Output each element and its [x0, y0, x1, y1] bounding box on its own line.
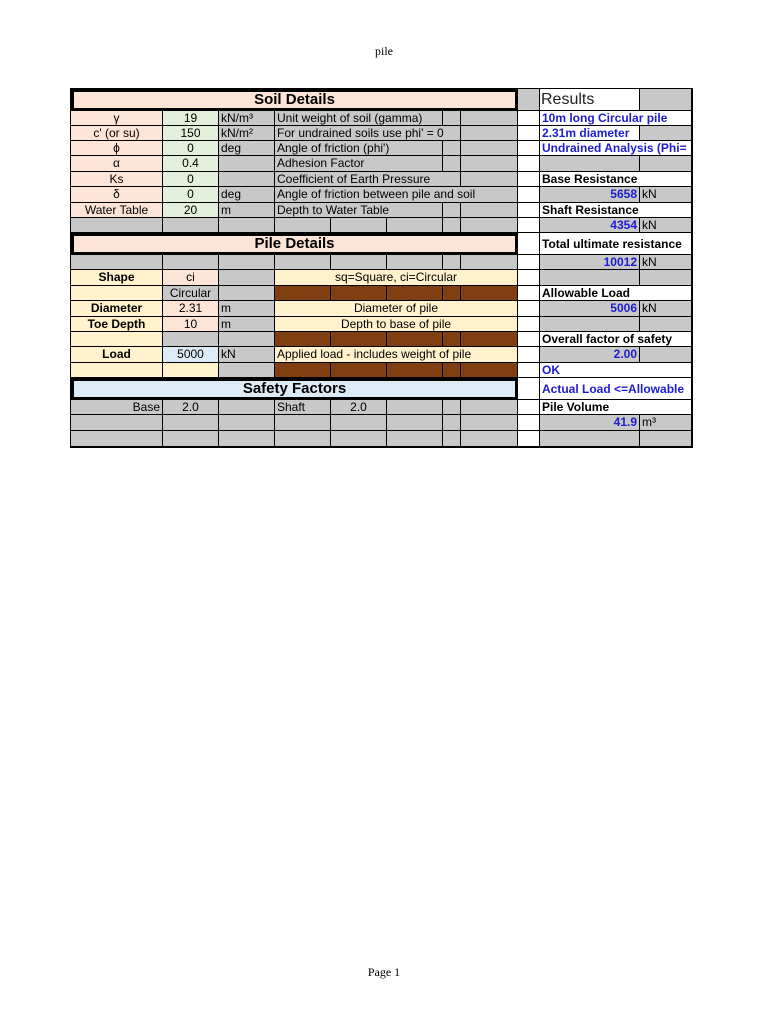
soil-value-water-table[interactable]: 20 [163, 203, 219, 218]
cell[interactable] [163, 431, 219, 447]
cell[interactable] [518, 111, 540, 126]
cell[interactable] [331, 332, 387, 347]
soil-value-cohesion[interactable]: 150 [163, 126, 219, 141]
diameter-note[interactable]: Diameter of pile [275, 301, 518, 317]
status-ok[interactable]: OK [540, 363, 692, 378]
soil-desc-ks[interactable]: Coefficient of Earth Pressure [275, 172, 461, 187]
pile-volume-value[interactable]: 41.9 [540, 415, 640, 431]
cell[interactable] [518, 89, 540, 111]
allowable-load-label[interactable]: Allowable Load [540, 286, 692, 301]
cell[interactable] [461, 431, 518, 447]
base-resistance-label[interactable]: Base Resistance [540, 172, 692, 187]
cell[interactable] [461, 415, 518, 431]
cell[interactable] [518, 431, 540, 447]
cell[interactable] [275, 218, 331, 233]
soil-symbol-alpha[interactable]: α [71, 156, 163, 172]
cell[interactable] [219, 415, 275, 431]
cell[interactable] [331, 363, 387, 378]
load-unit[interactable]: kN [219, 347, 275, 363]
cell[interactable] [163, 332, 219, 347]
factor-of-safety-value[interactable]: 2.00 [540, 347, 640, 363]
cell[interactable] [443, 363, 461, 378]
cell[interactable] [443, 286, 461, 301]
cell[interactable] [275, 431, 331, 447]
soil-unit-water-table[interactable]: m [219, 203, 275, 218]
cell[interactable] [461, 286, 518, 301]
cell[interactable] [518, 187, 540, 203]
soil-unit-gamma[interactable]: kN/m³ [219, 111, 275, 126]
cell[interactable] [163, 255, 219, 270]
total-resistance-label[interactable]: Total ultimate resistance [540, 233, 692, 255]
cell[interactable] [387, 400, 443, 415]
load-note[interactable]: Applied load - includes weight of pile [275, 347, 518, 363]
cell[interactable] [518, 332, 540, 347]
cell[interactable] [518, 415, 540, 431]
cell[interactable] [518, 363, 540, 378]
cell[interactable] [71, 218, 163, 233]
toe-depth-note[interactable]: Depth to base of pile [275, 317, 518, 332]
cell[interactable] [640, 317, 692, 332]
cell[interactable] [518, 218, 540, 233]
cell[interactable] [443, 111, 461, 126]
diameter-label[interactable]: Diameter [71, 301, 163, 317]
total-resistance-unit[interactable]: kN [640, 255, 692, 270]
page-title: pile [375, 44, 393, 58]
cell[interactable] [331, 431, 387, 447]
cell[interactable] [219, 431, 275, 447]
cell[interactable] [71, 286, 163, 301]
cell[interactable] [461, 111, 518, 126]
cell[interactable] [219, 332, 275, 347]
cell[interactable] [518, 233, 540, 255]
cell[interactable] [331, 415, 387, 431]
soil-value-ks[interactable]: 0 [163, 172, 219, 187]
cell[interactable] [640, 431, 692, 447]
cell[interactable] [443, 141, 461, 156]
soil-desc-alpha[interactable]: Adhesion Factor [275, 156, 443, 172]
soil-value-phi[interactable]: 0 [163, 141, 219, 156]
soil-unit-phi[interactable]: deg [219, 141, 275, 156]
cell[interactable] [331, 218, 387, 233]
soil-symbol-ks[interactable]: Ks [71, 172, 163, 187]
diameter-unit[interactable]: m [219, 301, 275, 317]
cell[interactable] [640, 89, 692, 111]
soil-desc-gamma[interactable]: Unit weight of soil (gamma) [275, 111, 443, 126]
page-footer: Page 1 [367, 965, 401, 979]
cell[interactable] [71, 431, 163, 447]
soil-unit-cohesion[interactable]: kN/m² [219, 126, 275, 141]
cell[interactable] [387, 431, 443, 447]
cell[interactable] [163, 218, 219, 233]
soil-symbol-water-table[interactable]: Water Table [71, 203, 163, 218]
cell[interactable] [461, 218, 518, 233]
cell[interactable] [331, 286, 387, 301]
base-resistance-unit[interactable]: kN [640, 187, 692, 203]
cell[interactable] [443, 415, 461, 431]
cell[interactable] [640, 156, 692, 172]
cell[interactable] [443, 400, 461, 415]
total-resistance-value[interactable]: 10012 [540, 255, 640, 270]
safety-factors-header: Safety Factors [71, 378, 518, 400]
shaft-resistance-label[interactable]: Shaft Resistance [540, 203, 692, 218]
allowable-load-unit[interactable]: kN [640, 301, 692, 317]
cell[interactable] [71, 332, 163, 347]
toe-depth-input[interactable]: 10 [163, 317, 219, 332]
cell[interactable] [461, 332, 518, 347]
cell[interactable] [443, 431, 461, 447]
cell[interactable] [540, 156, 640, 172]
load-label[interactable]: Load [71, 347, 163, 363]
results-header: Results [541, 91, 595, 108]
soil-value-gamma[interactable]: 19 [163, 111, 219, 126]
soil-unit-delta[interactable]: deg [219, 187, 275, 203]
cell[interactable] [219, 218, 275, 233]
cell[interactable] [219, 270, 275, 286]
shape-label[interactable]: Shape [71, 270, 163, 286]
cell[interactable] [275, 415, 331, 431]
soil-value-delta[interactable]: 0 [163, 187, 219, 203]
result-summary-1[interactable]: 10m long Circular pile [540, 111, 692, 126]
load-check[interactable]: Actual Load <=Allowable [540, 378, 692, 400]
base-resistance-value[interactable]: 5658 [540, 187, 640, 203]
cell[interactable] [71, 415, 163, 431]
cell[interactable] [331, 255, 387, 270]
results-header-cell[interactable] [540, 89, 640, 111]
cell[interactable] [518, 156, 540, 172]
cell[interactable] [518, 172, 540, 187]
soil-desc-delta[interactable]: Angle of friction between pile and soil [275, 187, 518, 203]
cell[interactable] [640, 126, 692, 141]
soil-symbol-cohesion[interactable]: c' (or su) [71, 126, 163, 141]
shaft-factor-value[interactable]: 2.0 [331, 400, 387, 415]
cell[interactable] [518, 255, 540, 270]
cell[interactable] [540, 431, 640, 447]
cell[interactable] [518, 126, 540, 141]
cell[interactable] [443, 203, 461, 218]
cell[interactable] [219, 400, 275, 415]
cell[interactable] [540, 270, 640, 286]
cell[interactable] [640, 347, 692, 363]
cell[interactable] [540, 317, 640, 332]
cell[interactable] [461, 203, 518, 218]
cell[interactable] [163, 363, 219, 378]
cell[interactable] [387, 286, 443, 301]
shaft-resistance-unit[interactable]: kN [640, 218, 692, 233]
toe-depth-label[interactable]: Toe Depth [71, 317, 163, 332]
shape-input[interactable]: ci [163, 270, 219, 286]
pile-details-header: Pile Details [71, 233, 518, 255]
cell[interactable] [443, 332, 461, 347]
soil-unit-alpha[interactable] [219, 156, 275, 172]
allowable-load-value[interactable]: 5006 [540, 301, 640, 317]
cell[interactable] [219, 363, 275, 378]
base-factor-value[interactable]: 2.0 [163, 400, 219, 415]
cell[interactable] [387, 255, 443, 270]
diameter-input[interactable]: 2.31 [163, 301, 219, 317]
spreadsheet [70, 88, 693, 448]
soil-symbol-phi[interactable]: ϕ [71, 141, 163, 156]
cell[interactable] [443, 255, 461, 270]
cell[interactable] [518, 286, 540, 301]
cell[interactable] [518, 400, 540, 415]
cell[interactable] [518, 378, 540, 400]
cell[interactable] [518, 203, 540, 218]
soil-details-header: Soil Details [71, 89, 518, 111]
shape-display[interactable]: Circular [163, 286, 219, 301]
base-factor-label[interactable]: Base [71, 400, 163, 415]
soil-symbol-gamma[interactable]: γ [71, 111, 163, 126]
cell[interactable] [387, 218, 443, 233]
cell[interactable] [518, 301, 540, 317]
load-input[interactable]: 5000 [163, 347, 219, 363]
cell[interactable] [461, 141, 518, 156]
cell[interactable] [461, 400, 518, 415]
cell[interactable] [275, 286, 331, 301]
cell[interactable] [518, 270, 540, 286]
cell[interactable] [71, 255, 163, 270]
cell[interactable] [461, 363, 518, 378]
result-summary-3[interactable]: Undrained Analysis (Phi= [540, 141, 692, 156]
cell[interactable] [387, 363, 443, 378]
soil-desc-cohesion[interactable]: For undrained soils use phi' = 0 [275, 126, 461, 141]
soil-desc-phi[interactable]: Angle of friction (phi') [275, 141, 443, 156]
toe-depth-unit[interactable]: m [219, 317, 275, 332]
shaft-factor-label[interactable]: Shaft [275, 400, 331, 415]
shape-note[interactable]: sq=Square, ci=Circular [275, 270, 518, 286]
result-summary-2[interactable]: 2.31m diameter [540, 126, 640, 141]
pile-volume-unit[interactable]: m³ [640, 415, 692, 431]
cell[interactable] [461, 255, 518, 270]
factor-of-safety-label[interactable]: Overall factor of safety [540, 332, 692, 347]
cell[interactable] [219, 286, 275, 301]
cell[interactable] [71, 363, 163, 378]
cell[interactable] [387, 415, 443, 431]
cell[interactable] [518, 141, 540, 156]
cell[interactable] [443, 218, 461, 233]
cell[interactable] [461, 172, 518, 187]
soil-value-alpha[interactable]: 0.4 [163, 156, 219, 172]
cell[interactable] [275, 363, 331, 378]
cell[interactable] [518, 347, 540, 363]
cell[interactable] [640, 270, 692, 286]
cell[interactable] [275, 332, 331, 347]
cell[interactable] [275, 255, 331, 270]
cell[interactable] [387, 332, 443, 347]
shaft-resistance-value[interactable]: 4354 [540, 218, 640, 233]
cell[interactable] [443, 156, 461, 172]
soil-unit-ks[interactable] [219, 172, 275, 187]
cell[interactable] [163, 415, 219, 431]
cell[interactable] [461, 126, 518, 141]
cell[interactable] [461, 156, 518, 172]
cell[interactable] [219, 255, 275, 270]
pile-volume-label[interactable]: Pile Volume [540, 400, 692, 415]
soil-symbol-delta[interactable]: δ [71, 187, 163, 203]
soil-desc-water-table[interactable]: Depth to Water Table [275, 203, 443, 218]
cell[interactable] [518, 317, 540, 332]
